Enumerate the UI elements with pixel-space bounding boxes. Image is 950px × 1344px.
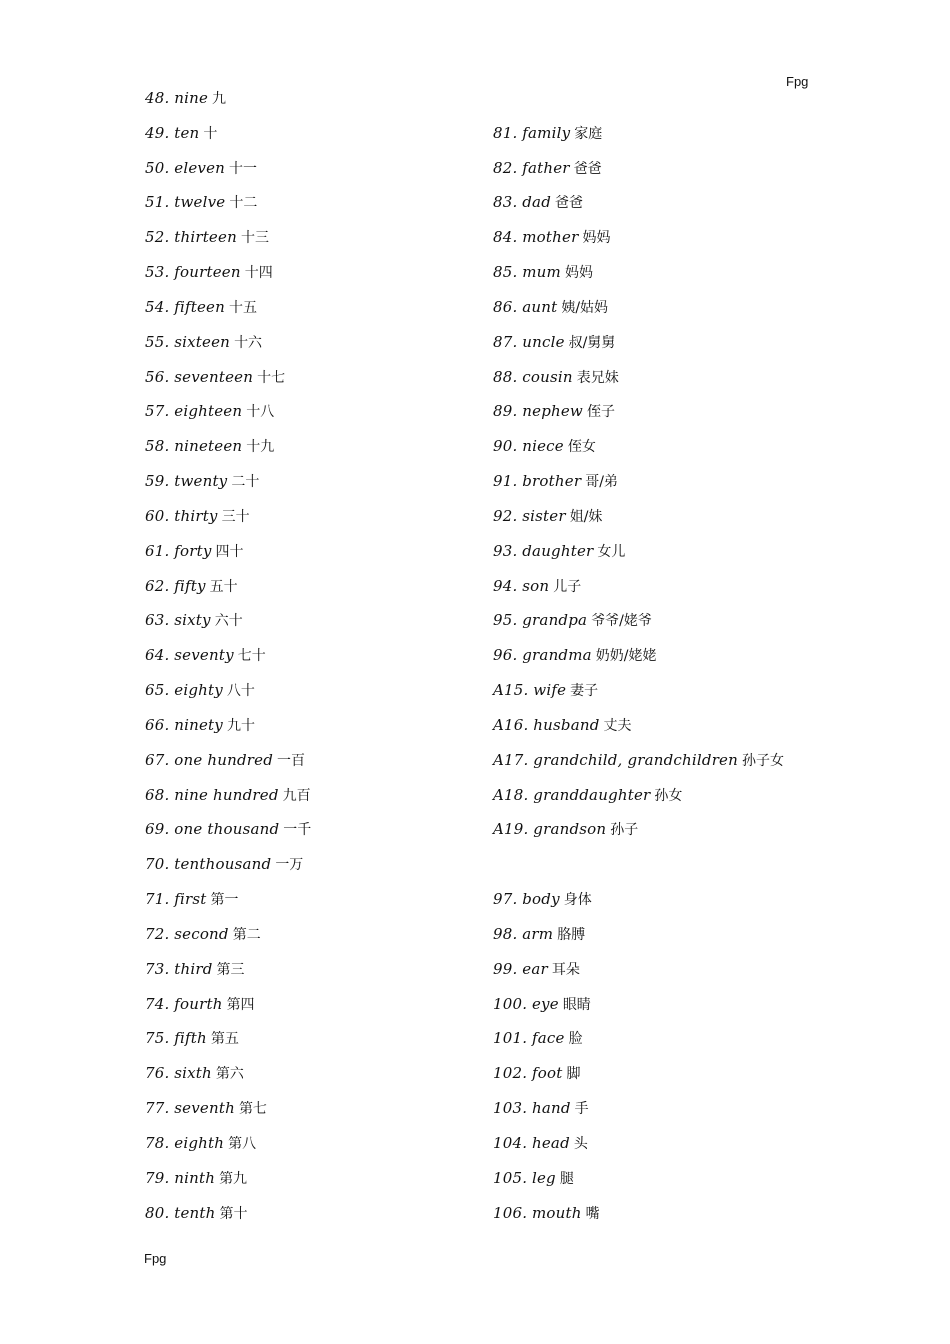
page-footer: Fpg <box>144 1251 167 1266</box>
entry-number: 101. <box>493 1029 528 1048</box>
chinese-translation: 第二 <box>232 926 261 943</box>
vocab-entry <box>145 819 485 854</box>
english-word: tenthousand <box>174 855 272 874</box>
chinese-translation: 十三 <box>240 230 269 247</box>
chinese-translation: 十八 <box>246 404 275 421</box>
entry-number: 52. <box>145 228 170 247</box>
entry-number: 75. <box>145 1029 170 1048</box>
chinese-translation: 二十 <box>231 474 260 491</box>
english-word: face <box>531 1029 565 1048</box>
vocab-entry <box>145 1028 485 1063</box>
entry-number: 51. <box>145 193 170 212</box>
chinese-translation: 耳朵 <box>551 961 580 978</box>
vocab-entry <box>145 610 485 645</box>
entry-number: A18. <box>493 785 529 804</box>
chinese-translation: 儿子 <box>553 578 582 595</box>
english-word: forty <box>174 541 212 560</box>
vocab-entry <box>145 785 485 820</box>
entry-number: 92. <box>493 506 518 525</box>
english-word: uncle <box>522 332 565 351</box>
vocab-entry <box>145 1203 485 1238</box>
chinese-translation: 十一 <box>229 160 258 177</box>
vocab-entry <box>145 854 485 889</box>
chinese-translation: 嘴 <box>585 1205 600 1222</box>
english-word: nine hundred <box>174 785 279 804</box>
blank-row <box>493 854 853 889</box>
chinese-translation: 脚 <box>566 1066 581 1083</box>
vocab-entry <box>145 227 485 262</box>
english-word: grandma <box>522 646 592 665</box>
english-word: family <box>522 123 571 142</box>
english-word: sixteen <box>174 332 231 351</box>
vocab-entry <box>145 367 485 402</box>
english-word: eye <box>531 994 559 1013</box>
entry-number: 86. <box>493 297 518 316</box>
entry-number: 102. <box>493 1064 528 1083</box>
english-word: fourth <box>174 994 223 1013</box>
chinese-translation: 第七 <box>238 1101 267 1118</box>
entry-number: 82. <box>493 158 518 177</box>
entry-number: 56. <box>145 367 170 386</box>
chinese-translation: 十二 <box>229 195 258 212</box>
english-word: cousin <box>522 367 573 386</box>
vocab-entry <box>145 88 485 123</box>
entry-number: 97. <box>493 890 518 909</box>
english-word: granddaughter <box>533 785 651 804</box>
chinese-translation: 七十 <box>237 648 266 665</box>
chinese-translation: 十五 <box>229 299 257 316</box>
chinese-translation: 三十 <box>221 508 250 525</box>
english-word: fifth <box>174 1029 207 1048</box>
chinese-translation: 孙子女 <box>742 752 784 769</box>
english-word: one hundred <box>174 750 274 769</box>
entry-number: 93. <box>493 541 518 560</box>
english-word: eleven <box>174 158 226 177</box>
english-word: fourteen <box>174 263 241 282</box>
english-word: seventy <box>174 646 234 665</box>
chinese-translation: 第六 <box>215 1066 244 1083</box>
vocab-entry <box>493 158 853 193</box>
vocab-entry <box>145 715 485 750</box>
vocab-entry <box>145 1168 485 1203</box>
entry-number: 76. <box>145 1064 170 1083</box>
entry-number: 98. <box>493 924 518 943</box>
vocab-entry <box>493 576 853 611</box>
vocab-entry <box>145 924 485 959</box>
english-word: tenth <box>174 1203 216 1222</box>
chinese-translation: 四十 <box>215 543 244 560</box>
entry-number: 103. <box>493 1099 528 1118</box>
entry-number: 57. <box>145 402 170 421</box>
vocab-entry <box>493 471 853 506</box>
english-word: brother <box>522 472 582 491</box>
entry-number: 73. <box>145 959 170 978</box>
chinese-translation: 十 <box>203 125 218 142</box>
english-word: son <box>522 576 550 595</box>
entry-number: 78. <box>145 1133 170 1152</box>
entry-number: 68. <box>145 785 170 804</box>
english-word: mouth <box>531 1203 582 1222</box>
vocab-entry <box>493 1203 853 1238</box>
entry-number: A17. <box>493 750 529 769</box>
english-word: ninety <box>174 715 223 734</box>
vocab-entry <box>493 959 853 994</box>
vocab-entry <box>145 158 485 193</box>
vocab-entry <box>493 680 853 715</box>
chinese-translation: 爸爸 <box>555 195 583 212</box>
english-word: ninth <box>174 1168 216 1187</box>
vocab-entry <box>145 576 485 611</box>
vocab-entry <box>145 471 485 506</box>
entry-number: 66. <box>145 715 170 734</box>
english-word: grandpa <box>522 611 588 630</box>
vocab-entry <box>493 506 853 541</box>
entry-number: 91. <box>493 472 518 491</box>
chinese-translation: 十七 <box>257 369 286 386</box>
entry-number: 104. <box>493 1133 528 1152</box>
vocab-entry <box>493 889 853 924</box>
entry-number: 100. <box>493 994 528 1013</box>
chinese-translation: 孙子 <box>610 822 639 839</box>
english-word: sixth <box>174 1064 212 1083</box>
vocab-entry <box>493 610 853 645</box>
english-word: nine <box>174 89 209 107</box>
vocab-entry <box>493 123 853 158</box>
chinese-translation: 十九 <box>246 439 275 456</box>
entry-number: 48. <box>145 89 170 107</box>
chinese-translation: 第四 <box>226 996 255 1013</box>
vocab-entry <box>145 680 485 715</box>
chinese-translation: 眼睛 <box>562 996 591 1013</box>
chinese-translation: 五十 <box>209 578 238 595</box>
chinese-translation: 妻子 <box>570 683 599 700</box>
chinese-translation: 丈夫 <box>603 717 632 734</box>
vocab-entry <box>493 715 853 750</box>
entry-number: 62. <box>145 576 170 595</box>
chinese-translation: 头 <box>573 1135 588 1152</box>
chinese-translation: 女儿 <box>597 543 626 560</box>
vocab-entry <box>145 1133 485 1168</box>
chinese-translation: 脸 <box>568 1031 583 1048</box>
chinese-translation: 第五 <box>210 1031 239 1048</box>
vocab-entry <box>493 1168 853 1203</box>
chinese-translation: 妈妈 <box>564 265 593 282</box>
chinese-translation: 九百 <box>282 787 311 804</box>
vocab-entry <box>145 401 485 436</box>
chinese-translation: 妈妈 <box>582 230 611 247</box>
english-word: grandson <box>533 820 607 839</box>
entry-number: 83. <box>493 193 518 212</box>
english-word: thirteen <box>174 228 237 247</box>
vocab-entry <box>145 262 485 297</box>
entry-number: 88. <box>493 367 518 386</box>
entry-number: 106. <box>493 1203 528 1222</box>
english-word: seventeen <box>174 367 254 386</box>
vocab-entry <box>493 1098 853 1133</box>
vocab-entry <box>493 1133 853 1168</box>
english-word: third <box>174 959 213 978</box>
english-word: daughter <box>522 541 594 560</box>
vocab-entry <box>145 1063 485 1098</box>
vocab-entry <box>145 645 485 680</box>
entry-number: 55. <box>145 332 170 351</box>
chinese-translation: 十六 <box>234 334 263 351</box>
entry-number: 105. <box>493 1168 528 1187</box>
entry-number: A15. <box>493 681 529 700</box>
vocab-entry <box>145 332 485 367</box>
english-word: eighty <box>174 681 223 700</box>
chinese-translation: 一千 <box>283 822 312 839</box>
entry-number: 99. <box>493 959 518 978</box>
english-word: dad <box>522 193 551 212</box>
vocab-entry <box>145 123 485 158</box>
chinese-translation: 一万 <box>275 857 304 874</box>
chinese-translation: 手 <box>574 1101 589 1118</box>
chinese-translation: 身体 <box>563 892 592 909</box>
english-word: fifteen <box>174 297 225 316</box>
entry-number: 65. <box>145 681 170 700</box>
vocab-entry <box>493 1063 853 1098</box>
vocab-entry <box>493 1028 853 1063</box>
english-word: ear <box>522 959 548 978</box>
english-word: thirty <box>174 506 218 525</box>
english-word: one thousand <box>174 820 280 839</box>
entry-number: 90. <box>493 437 518 456</box>
english-word: fifty <box>174 576 206 595</box>
entry-number: 84. <box>493 228 518 247</box>
chinese-translation: 姐/妹 <box>569 508 603 525</box>
left-vocabulary-column <box>145 88 485 1237</box>
english-word: eighth <box>174 1133 225 1152</box>
entry-number: 58. <box>145 437 170 456</box>
vocab-entry <box>145 994 485 1029</box>
english-word: ten <box>174 123 200 142</box>
chinese-translation: 第十 <box>219 1205 248 1222</box>
vocab-entry <box>145 436 485 471</box>
entry-number: 64. <box>145 646 170 665</box>
chinese-translation: 哥/弟 <box>585 474 618 491</box>
english-word: wife <box>533 681 567 700</box>
english-word: first <box>174 890 207 909</box>
english-word: body <box>522 890 560 909</box>
english-word: mother <box>522 228 579 247</box>
entry-number: 79. <box>145 1168 170 1187</box>
english-word: sixty <box>174 611 211 630</box>
chinese-translation: 姨/姑妈 <box>561 299 609 316</box>
blank-row <box>493 88 853 123</box>
entry-number: 61. <box>145 541 170 560</box>
chinese-translation: 家庭 <box>574 125 603 142</box>
chinese-translation: 表兄妹 <box>576 369 619 386</box>
chinese-translation: 九十 <box>226 717 255 734</box>
vocab-entry <box>493 332 853 367</box>
vocab-entry <box>493 924 853 959</box>
entry-number: 95. <box>493 611 518 630</box>
vocab-entry <box>493 192 853 227</box>
chinese-translation: 十四 <box>244 265 273 282</box>
chinese-translation: 胳膊 <box>557 926 586 943</box>
vocab-entry <box>145 750 485 785</box>
english-word: niece <box>522 437 564 456</box>
vocab-entry <box>493 994 853 1029</box>
entry-number: 54. <box>145 297 170 316</box>
entry-number: 60. <box>145 506 170 525</box>
english-word: eighteen <box>174 402 243 421</box>
entry-number: 72. <box>145 924 170 943</box>
vocab-entry <box>493 785 853 820</box>
entry-number: 69. <box>145 820 170 839</box>
vocab-entry <box>493 541 853 576</box>
english-word: twenty <box>174 472 228 491</box>
chinese-translation: 一百 <box>277 752 306 769</box>
entry-number: 74. <box>145 994 170 1013</box>
entry-number: 70. <box>145 855 170 874</box>
vocab-entry <box>493 750 853 785</box>
english-word: husband <box>533 715 600 734</box>
entry-number: 77. <box>145 1099 170 1118</box>
chinese-translation: 第一 <box>210 892 239 909</box>
english-word: nephew <box>522 402 583 421</box>
entry-number: 96. <box>493 646 518 665</box>
entry-number: 94. <box>493 576 518 595</box>
chinese-translation: 侄子 <box>586 404 615 421</box>
vocab-entry <box>493 262 853 297</box>
english-word: foot <box>531 1064 563 1083</box>
entry-number: A19. <box>493 820 529 839</box>
english-word: leg <box>531 1168 556 1187</box>
chinese-translation: 六十 <box>214 613 243 630</box>
entry-number: 59. <box>145 472 170 491</box>
vocab-entry <box>145 889 485 924</box>
english-word: head <box>531 1133 570 1152</box>
chinese-translation: 腿 <box>559 1170 574 1187</box>
chinese-translation: 第九 <box>219 1170 248 1187</box>
english-word: nineteen <box>174 437 243 456</box>
vocab-entry <box>493 227 853 262</box>
entry-number: 81. <box>493 123 518 142</box>
right-vocabulary-column <box>493 88 853 1237</box>
vocab-entry <box>493 645 853 680</box>
english-word: aunt <box>522 297 558 316</box>
chinese-translation: 第八 <box>228 1135 257 1152</box>
chinese-translation: 爷爷/姥爷 <box>591 613 652 630</box>
entry-number: 63. <box>145 611 170 630</box>
english-word: seventh <box>174 1099 235 1118</box>
chinese-translation: 叔/舅舅 <box>568 334 616 351</box>
entry-number: 89. <box>493 402 518 421</box>
entry-number: 50. <box>145 158 170 177</box>
chinese-translation: 孙女 <box>654 787 683 804</box>
vocab-entry <box>145 959 485 994</box>
vocab-entry <box>145 1098 485 1133</box>
vocab-entry <box>493 436 853 471</box>
entry-number: 87. <box>493 332 518 351</box>
entry-number: 85. <box>493 263 518 282</box>
english-word: hand <box>531 1099 571 1118</box>
vocab-entry <box>145 541 485 576</box>
chinese-translation: 侄女 <box>567 439 596 456</box>
chinese-translation: 第三 <box>216 961 245 978</box>
vocab-entry <box>145 506 485 541</box>
entry-number: 71. <box>145 890 170 909</box>
vocab-entry <box>493 367 853 402</box>
vocab-entry <box>145 192 485 227</box>
entry-number: 80. <box>145 1203 170 1222</box>
chinese-translation: 爸爸 <box>573 160 602 177</box>
english-word: father <box>522 158 570 177</box>
chinese-translation: 九 <box>212 91 227 107</box>
vocab-entry <box>493 819 853 854</box>
entry-number: 67. <box>145 750 170 769</box>
chinese-translation: 奶奶/姥姥 <box>595 648 657 665</box>
english-word: twelve <box>174 193 226 212</box>
english-word: grandchild, grandchildren <box>533 750 738 769</box>
vocab-entry <box>493 401 853 436</box>
entry-number: 49. <box>145 123 170 142</box>
english-word: arm <box>522 924 554 943</box>
vocab-entry <box>493 297 853 332</box>
page-header: Fpg <box>786 74 809 89</box>
english-word: second <box>174 924 229 943</box>
vocab-entry <box>145 297 485 332</box>
entry-number: 53. <box>145 263 170 282</box>
chinese-translation: 八十 <box>226 683 255 700</box>
entry-number: A16. <box>493 715 529 734</box>
english-word: mum <box>522 263 561 282</box>
english-word: sister <box>522 506 566 525</box>
